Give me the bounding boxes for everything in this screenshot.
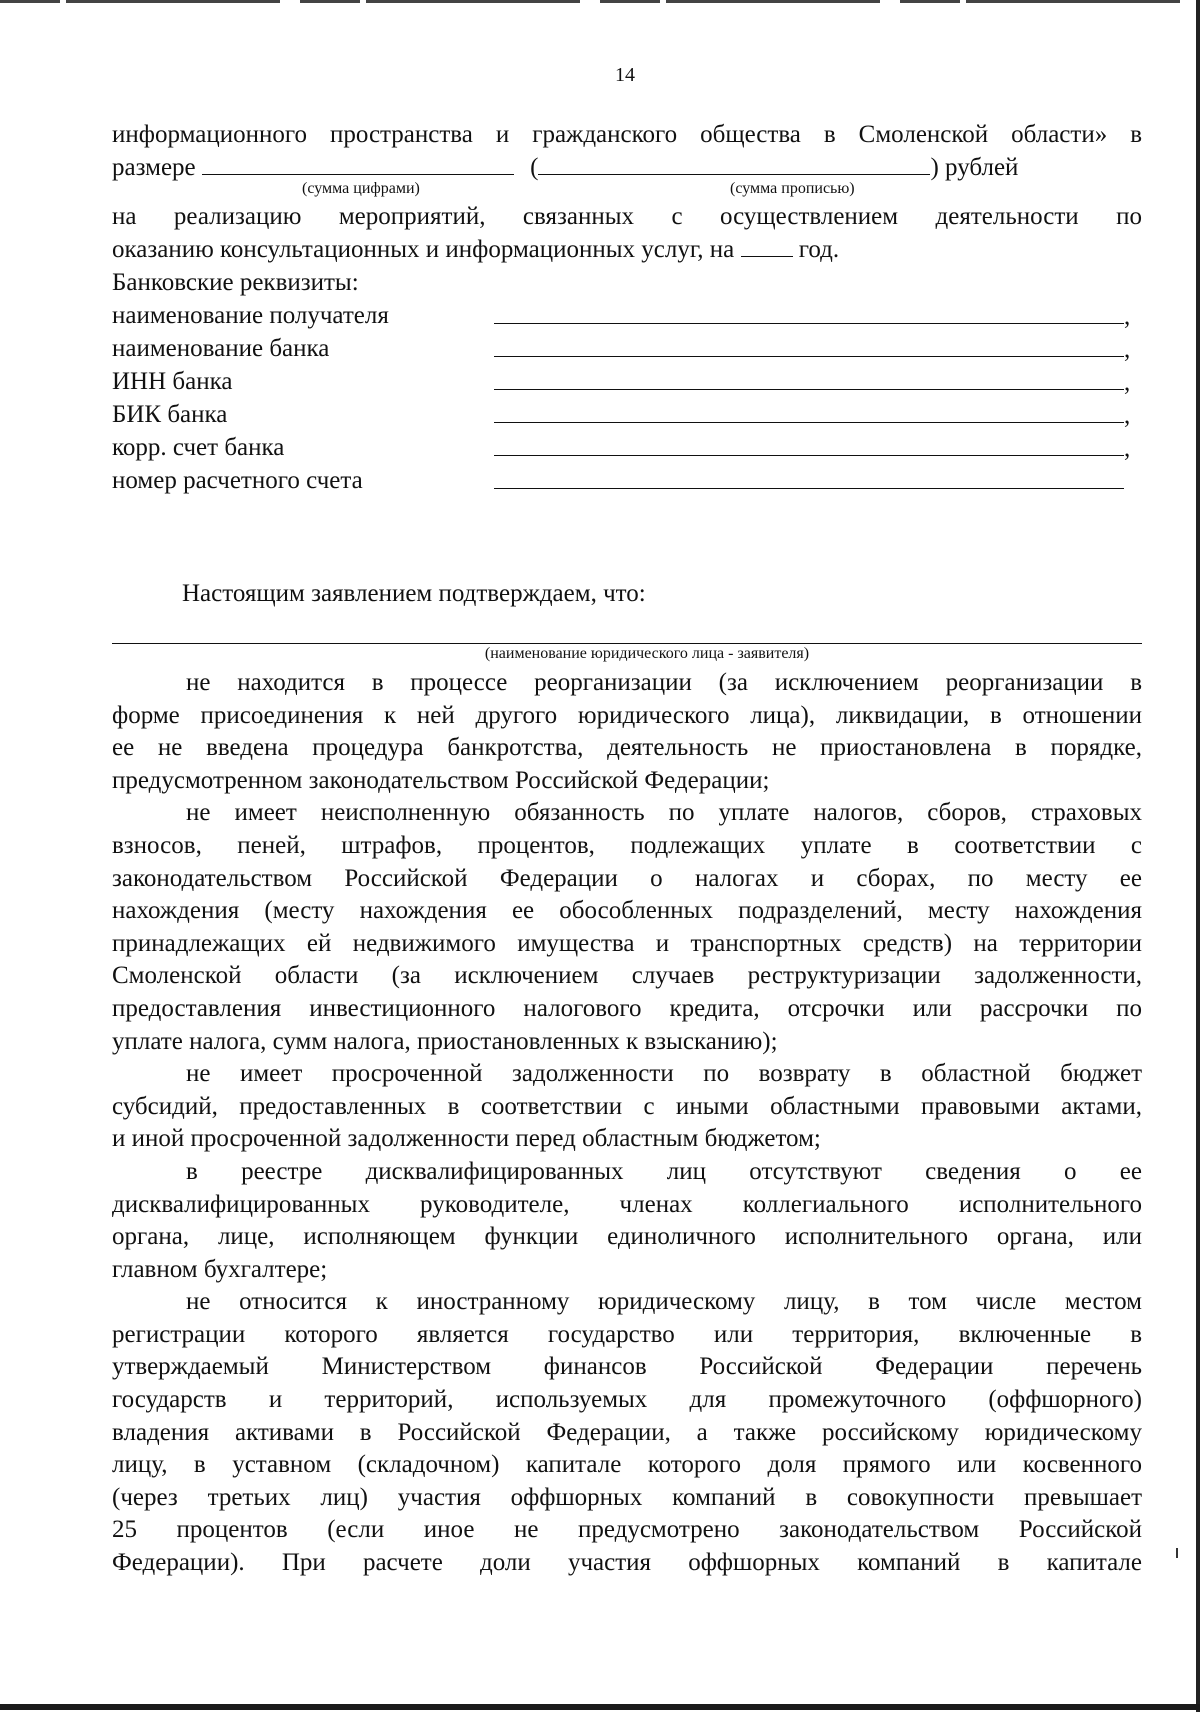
purpose-line-2 <box>112 233 1142 266</box>
caption-sum-words: (сумма прописью) <box>730 180 855 197</box>
scan-speck <box>1176 1548 1178 1558</box>
paragraph-line: утверждаемый Министерством финансов Российской Федерации перечень <box>112 1353 1142 1381</box>
purpose-line-1: на реализацию мероприятий, связанных с осуществлением деятельности по <box>112 203 1142 230</box>
paragraph-line: принадлежащих ей недвижимого имущества и транспортных средств) на территории <box>112 929 1142 957</box>
application-header-section <box>112 118 1142 497</box>
intro-line-1: информационного пространства и гражданского общества в Смоленской области» в <box>112 121 1142 148</box>
paragraph-disqualified-persons <box>112 1156 1142 1286</box>
amount-suffix: ) рублей <box>930 154 1019 181</box>
page-number: 14 <box>615 64 635 86</box>
paragraph-line: нахождения (месту нахождения ее обособленных подразделений, месту нахождения <box>112 897 1142 925</box>
bank-label: наименование банка <box>112 335 330 362</box>
paragraph-line: лицу, в уставном (складочном) капитале которого доля прямого или косвенного <box>112 1451 1142 1479</box>
paragraph-tax-obligations <box>112 797 1142 1058</box>
paragraph-line: Смоленской области (за исключением случаев реструктуризации задолженности, <box>112 962 1142 990</box>
purpose-text: оказанию консультационных и информационных услуг, на <box>112 236 735 263</box>
declaration-body <box>112 667 1142 1580</box>
bank-row-recipient <box>112 299 1142 332</box>
paragraph-line: субсидий, предоставленных в соответствии с иными областными правовыми актами, <box>112 1092 1142 1120</box>
bank-row-account-number <box>112 464 1142 497</box>
bank-details-heading: Банковские реквизиты: <box>112 269 359 296</box>
amount-words-field[interactable] <box>538 152 930 175</box>
paragraph-line: не относится к иностранному юридическому лицу, в том числе местом <box>186 1288 1142 1316</box>
paragraph-line: не имеет просроченной задолженности по возврату в областной бюджет <box>186 1060 1142 1088</box>
bank-row-bik <box>112 398 1142 431</box>
paragraph-line: и иной просроченной задолженности перед областным бюджетом; <box>112 1125 821 1153</box>
bank-field-bank-name[interactable]: , <box>494 332 1130 366</box>
year-suffix: год. <box>798 236 840 263</box>
applicant-caption: (наименование юридического лица - заявителя) <box>484 645 810 662</box>
paragraph-line: не находится в процессе реорганизации (за исключением реорганизации в <box>186 669 1142 696</box>
bank-label: БИК банка <box>112 401 228 428</box>
caption-sum-digits: (сумма цифрами) <box>302 180 420 197</box>
bank-row-corr-account <box>112 431 1142 464</box>
paragraph-line: уплате налога, сумм налога, приостановленных к взысканию); <box>112 1027 778 1055</box>
year-field[interactable] <box>741 234 793 257</box>
bank-field-account-number[interactable] <box>494 464 1124 498</box>
declaration-lead: Настоящим заявлением подтверждаем, что: <box>182 580 646 607</box>
paragraph-line: государств и территорий, используемых для промежуточного (оффшорного) <box>112 1386 1142 1414</box>
paragraph-line: регистрации которого является государство или территория, включенные в <box>112 1320 1142 1348</box>
paragraph-line: предусмотренном законодательством Российской Федерации; <box>112 766 770 794</box>
paragraph-foreign-entity <box>112 1286 1142 1579</box>
bank-label: ИНН банка <box>112 368 233 395</box>
paragraph-line: владения активами в Российской Федерации, а также российскому юридическому <box>112 1418 1142 1446</box>
bank-field-corr-account[interactable]: , <box>494 431 1130 465</box>
amount-prefix: размере <box>112 154 196 181</box>
scan-edge-bottom <box>0 1704 1200 1710</box>
paragraph-line: Федерации). При расчете доли участия оффшорных компаний в капитале <box>112 1549 1142 1577</box>
paragraph-line: предоставления инвестиционного налогового кредита, отсрочки или рассрочки по <box>112 994 1142 1022</box>
paragraph-line: в реестре дисквалифицированных лиц отсутствуют сведения о ее <box>186 1157 1142 1185</box>
paragraph-line: главном бухгалтере; <box>112 1255 328 1283</box>
applicant-name-field[interactable] <box>112 643 1142 644</box>
paragraph-line: органа, лице, исполняющем функции единоличного исполнительного органа, или <box>112 1223 1142 1251</box>
paragraph-line: дисквалифицированных руководителе, членах коллегиального исполнительного <box>112 1190 1142 1218</box>
paragraph-line: (через третьих лиц) участия оффшорных компаний в совокупности превышает <box>112 1483 1142 1511</box>
bank-label: номер расчетного счета <box>112 467 363 494</box>
bank-field-recipient[interactable]: , <box>494 299 1130 333</box>
paragraph-reorganization <box>112 667 1142 797</box>
amount-open-paren: ( <box>530 154 539 181</box>
bank-field-inn[interactable]: , <box>494 365 1130 399</box>
bank-details-list <box>112 299 1142 497</box>
scan-edge-top <box>0 0 1200 3</box>
paragraph-overdue-debt <box>112 1058 1142 1156</box>
paragraph-line: ее не введена процедура банкротства, деятельность не приостановлена в порядке, <box>112 734 1142 762</box>
amount-digits-field[interactable] <box>202 152 514 175</box>
bank-row-bank-name <box>112 332 1142 365</box>
paragraph-line: 25 процентов (если иное не предусмотрено законодательством Российской <box>112 1516 1142 1544</box>
paragraph-line: взносов, пеней, штрафов, процентов, подлежащих уплате в соответствии с <box>112 831 1142 859</box>
bank-field-bik[interactable]: , <box>494 398 1130 432</box>
scan-edge-right <box>1196 0 1200 1712</box>
paragraph-line: не имеет неисполненную обязанность по уплате налогов, сборов, страховых <box>186 799 1142 827</box>
amount-captions <box>112 180 1142 200</box>
bank-label: наименование получателя <box>112 302 389 329</box>
bank-row-inn <box>112 365 1142 398</box>
bank-label: корр. счет банка <box>112 434 285 461</box>
paragraph-line: форме присоединения к ней другого юридического лица), ликвидации, в отношении <box>112 701 1142 729</box>
paragraph-line: законодательством Российской Федерации о налогах и сборах, по месту ее <box>112 864 1142 892</box>
